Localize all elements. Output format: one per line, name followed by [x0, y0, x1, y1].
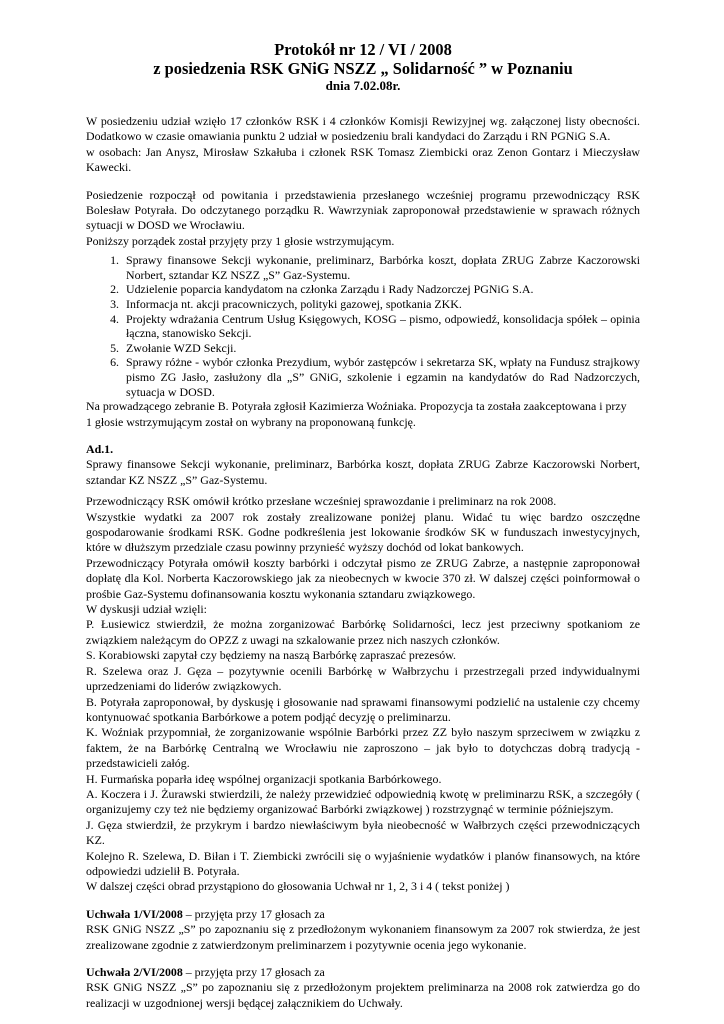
resolution-text: RSK GNiG NSZZ „S” po zapoznaniu się z przedłożonym wykonaniem finansowym za 2007 rok stwierdza, że jest zrealizowane zgodnie z zatwierdzonym preliminarzem i pozytywnie ocenia jego wykonanie. [86, 922, 640, 952]
ad1-line: Przewodniczący Potyrała omówił koszty barbórki i odczytał pismo ze ZRUG Zabrze, a następnie zaproponował dopłatę dla Kol. Norberta Kaczorowskiego jak za nieobecnych w kwocie 370 zł. W dalszej części poinformował o prośbie Gaz-Systemu dofinansowania kosztu wykonania sztandaru związkowego. [86, 555, 640, 601]
chair-election-line: Na prowadzącego zebranie B. Potyrała zgłosił Kazimierza Woźniaka. Propozycja ta została zaakceptowana i przy [86, 399, 627, 414]
ad1-line: S. Korabiowski zapytał czy będziemy na naszą Barbórkę zapraszać prezesów. [86, 648, 456, 663]
resolution-label: Uchwała 1/VI/2008 [86, 906, 183, 921]
agenda-item: 5. Zwołanie WZD Sekcji. [122, 341, 640, 356]
protocol-title: Protokół nr 12 / VI / 2008 [274, 40, 452, 59]
ad1-line: W dyskusji udział wzięli: [86, 602, 207, 617]
resolution-header [86, 907, 640, 922]
intro-paragraph [86, 114, 640, 176]
meeting-subtitle: z posiedzenia RSK GNiG NSZZ „ Solidarność ” w Poznaniu [153, 59, 573, 78]
ad1-line: K. Woźniak przypomniał, że zorganizowanie wspólnie Barbórki przez ZZ było naszym sprzeciwem w związku z faktem, że na Barbórkę Centralną we Wrocławiu nie zaproszono – jak było to dotychczas dobrą tradycją - przedstawicieli załóg. [86, 725, 640, 771]
ad1-line: W dalszej części obrad przystąpiono do głosowania Uchwał nr 1, 2, 3 i 4 ( tekst poniżej ) [86, 879, 510, 894]
intro-line: W posiedzeniu udział wzięło 17 członków RSK i 4 członków Komisji Rewizyjnej wg. załączonej listy obecności. Dodatkowo w czasie omawiania punktu 2 udział w posiedzeniu brali kandydaci do Zarządu i RN PGNiG S.A. [86, 114, 640, 144]
agenda-list [86, 253, 640, 399]
agenda-item: 1. Sprawy finansowe Sekcji wykonanie, preliminarz, Barbórka koszt, dopłata ZRUG Zabrze Kaczorowski Norbert, sztandar KZ NSZZ „S” Gaz-Systemu. [122, 253, 640, 282]
meeting-date: dnia 7.02.08r. [325, 78, 401, 93]
resolution-text: RSK GNiG NSZZ „S” po zapoznaniu się z przedłożonym projektem preliminarza na 2008 rok zatwierdza go do realizacji w uzgodnionej wersji będącej załącznikiem do Uchwały. [86, 980, 640, 1010]
ad1-section [86, 457, 640, 894]
ad1-line: Sprawy finansowe Sekcji wykonanie, preliminarz, Barbórka koszt, dopłata ZRUG Zabrze Kaczorowski Norbert, sztandar KZ NSZZ „S” Gaz-Systemu. [86, 457, 640, 487]
ad1-line: R. Szelewa oraz J. Gęza – pozytywnie ocenili Barbórkę w Wałbrzychu i przestrzegali przed indywidualnymi uprzedzeniami do liderów związkowych. [86, 663, 640, 694]
resolution-vote: – przyjęta przy 17 głosach za [182, 906, 325, 921]
ad1-line: Wszystkie wydatki za 2007 rok zostały zrealizowane poniżej planu. Widać tu więc bardzo oszczędne gospodarowanie środkami RSK. Godne podkreślenia jest lokowanie środków SK w funduszach inwestycyjnych, które w dłuższym przedziale czasu powinny przynieść wyższy dochód od lokat bankowych. [86, 509, 640, 555]
resolution-label: Uchwała 2/VI/2008 [86, 965, 183, 979]
agenda-item: 6. Sprawy różne - wybór członka Prezydium, wybór zastępców i sekretarza SK, wpłaty na Fundusz strajkowy pismo ZG Jasło, zasłużony dla „S” GNiG, szkolenie i egzamin na kandydatów do Rad Nadzorczych, sytuacja w DOSD. [122, 355, 640, 399]
resolution-1 [86, 907, 640, 953]
ad1-line: Przewodniczący RSK omówił krótko przesłane wcześniej sprawozdanie i preliminarz na rok 2008. [86, 494, 557, 509]
chair-election-paragraph [86, 399, 640, 430]
intro-line: w osobach: Jan Anysz, Mirosław Szkałuba i członek RSK Tomasz Ziembicki oraz Zenon Gontarz i Mieczysław Kawecki. [86, 144, 640, 175]
resolution-header [86, 965, 640, 980]
ad1-line: H. Furmańska poparła ideę wspólnej organizacji spotkania Barbórkowego. [86, 771, 442, 786]
ad1-line: B. Potyrała zaproponował, by dyskusję i głosowanie nad sprawami finansowymi podzielić na ustalenie czy chcemy kontynuować spotkania Barbórkowe a potem podjąć decyzję o preliminarzu. [86, 694, 640, 724]
agenda-item: 4. Projekty wdrażania Centrum Usług Księgowych, KOSG – pismo, odpowiedź, konsolidacja spółek – opinia łączna, stanowisko Sekcji. [122, 312, 640, 341]
resolution-2 [86, 965, 640, 1011]
chair-election-line: 1 głosie wstrzymującym został on wybrany na proponowaną funkcję. [86, 414, 416, 429]
agenda-item: 2. Udzielenie poparcia kandydatom na członka Zarządu i Rady Nadzorczej PGNiG S.A. [122, 282, 640, 297]
ad1-line: P. Łusiewicz stwierdził, że można zorganizować Barbórkę Solidarności, lecz jest przeciwny spotkaniom ze związkiem należącym do OPZZ z uwagi na szkalowanie przez nich naszych członków. [86, 617, 640, 647]
agenda-item: 3. Informacja nt. akcji pracowniczych, polityki gazowej, spotkania ZKK. [122, 297, 640, 312]
ad1-heading: Ad.1. [86, 442, 114, 456]
document-page [86, 40, 640, 1011]
ad1-line: J. Gęza stwierdził, że przykrym i bardzo niewłaściwym była nieobecność w Wałbrzych części przewodniczących KZ. [86, 817, 640, 848]
resolution-vote: – przyjęta przy 17 głosach za [182, 965, 325, 979]
ad1-line: A. Koczera i J. Żurawski stwierdzili, że należy przewidzieć odpowiednią kwotę w preliminarzu RSK, a szczegóły ( organizujemy czy też nie będziemy organizować Barbórki związkowej ) rozstrzygnąć w terminie późniejszym. [86, 786, 640, 817]
ad1-line: Kolejno R. Szelewa, D. Biłan i T. Ziembicki zwrócili się o wyjaśnienie wydatków i planów finansowych, na które odpowiedzi udzielił B. Potyrała. [86, 848, 640, 878]
agenda-acceptance: Poniższy porządek został przyjęty przy 1 głosie wstrzymującym. [86, 233, 395, 248]
opening-paragraph: Posiedzenie rozpoczął od powitania i przedstawienia przesłanego wcześniej programu przewodniczący RSK Bolesław Potyrała. Do odczytanego porządku R. Wawrzyniak zaproponował przedstawienie w sprawach różnych sytuacji w DOSD we Wrocławiu. [86, 187, 640, 233]
